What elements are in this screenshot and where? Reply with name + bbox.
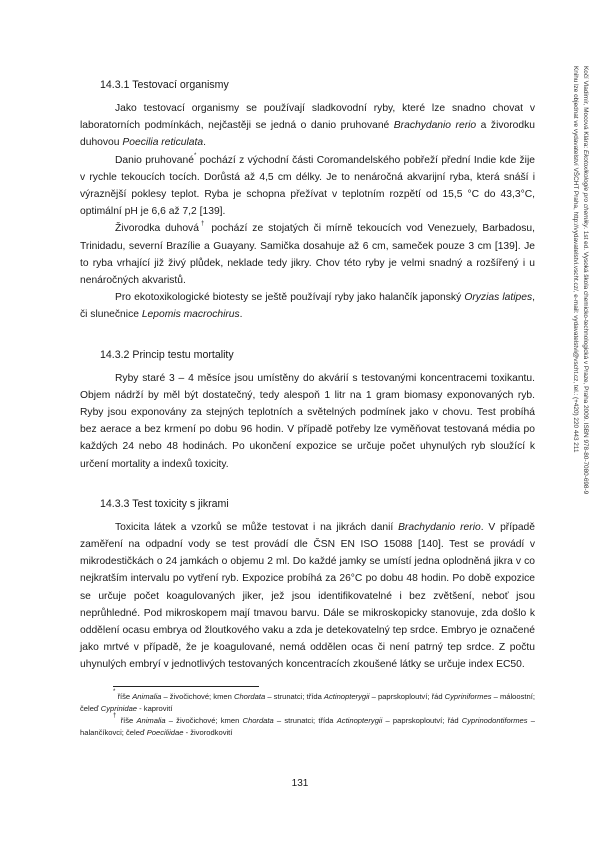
italic-term: Actinopterygii <box>323 692 370 701</box>
italic-term: Chordata <box>242 716 274 725</box>
footnote: * říše Animalia – živočichové; kmen Chordata – strunatci; třída Actinopterygii – paprskoploutví; řád Cypriniformes – máloostní; čeleď Cyprinidae - kaprovití <box>80 689 535 713</box>
italic-term: Chordata <box>233 692 266 701</box>
paragraph: Živorodka duhová† pochází ze stojatých či mírně tekoucích vod Venezuely, Barbadosu, Trinidadu, severní Brazílie a Guayany. Samička dosahuje až 6 cm, sameček pouze 3 cm [139]. Je to ryba vrhající již živý plůdek, neklade tedy jikry. Chov této ryby je velmi snadný a rozšířený i u nenáročných akvaristů. <box>80 221 535 287</box>
italic-term: Actinopterygii <box>336 716 383 725</box>
section-heading: 14.3.3 Test toxicity s jikrami <box>100 497 229 510</box>
italic-term: Animalia <box>132 692 162 701</box>
paragraph: Jako testovací organismy se používají sladkovodní ryby, které lze snadno chovat v laboratorních podmínkách, nejčastěji se jedná o danio pruhované Brachydanio rerio a živorodku duhovou Poecilia reticulata. <box>80 103 535 149</box>
footnote-marker: † <box>198 221 207 228</box>
italic-term: Ekotoxikologie pro chemiky <box>582 149 589 228</box>
italic-term: Cypriniformes <box>444 692 492 701</box>
paragraph: Pro ekotoxikologické biotesty se ještě používají ryby jako halančík japonský Oryzias latipes, či slunečnice Lepomis macrochirus. <box>80 292 535 321</box>
italic-term: Oryzias latipes <box>464 292 533 304</box>
side-note-order-info: Knihu lze objednat ve vydavatelství VŠCHT Praha, http://vydavatelstvi.vscht.cz/, e-mail: vydavatelstvi@vscht.cz, tel.: (+420) 220 443 211 <box>572 66 579 453</box>
italic-term: Cyprinidae <box>100 704 138 713</box>
footnote-marker: * <box>113 689 116 695</box>
page-number: 131 <box>291 778 309 789</box>
paragraph: Toxicita látek a vzorků se může testovat i na jikrách danií Brachydanio rerio. V případě zaměření na odpadní vody se test provádí dle ČSN EN ISO 15088 [140]. Test se provádí v mikrodestičkách o 24 jamkách o objemu 2 ml. Do každé jamky se umístí jedna oplodněná jikra v co nejkratším intervalu po vytření ryb. Expozice probíhá za 26°C po dobu 48 hodin. Po době expozice se určuje počet koagulovaných jiker, jež jsou identifikovatelné i bez zvětšení, neboť jsou neprůhledné. Pod mikroskopem mají tmavou barvu. Dále se mikroskopicky stanovuje, zda došlo k oddělení ocasu embrya od žloutkového vaku a zda je detekovatelný tep srdce. Embryo je označené jako mrtvé v případě, že je koagulované, nemá oddělen ocas či není patrný tep srdce. Z počtu uhynulých embryí v jednotlivých testovaných koncentracích zkoušené látky se určuje index EC50. <box>80 521 536 671</box>
italic-term: Brachydanio rerio <box>393 120 477 132</box>
side-note-citation: Kočí Vladimír, Mocová Klára: Ekotoxikologie pro chemiky. 1st ed. Vysoká škola chemicko-technologická v Praze, Praha 2009. ISBN 978-80-7080-698-9 <box>582 66 589 495</box>
section-heading: 14.3.2 Princip testu mortality <box>100 348 234 361</box>
side-note <box>566 66 590 626</box>
italic-term: Poeciliidae <box>146 728 184 737</box>
footnote-marker: † <box>113 713 118 719</box>
italic-term: Animalia <box>136 716 166 725</box>
footnote: † říše Animalia – živočichové; kmen Chordata – strunatci; třída Actinopterygii – paprskoploutví; řád Cyprinodontiformes – halančíkovci; čeleď Poeciliidae - živorodkovití <box>80 713 535 737</box>
footnote-marker: * <box>193 152 197 159</box>
italic-term: Brachydanio rerio <box>398 521 481 533</box>
section-heading: 14.3.1 Testovací organismy <box>100 79 229 91</box>
italic-term: Poecilia reticulata <box>122 137 204 149</box>
document-body <box>80 78 535 674</box>
paragraph: Ryby staré 3 – 4 měsíce jsou umístěny do akvárií s testovanými koncentracemi toxikantu. Objem nádrží by měl být dostatečný, tedy alespoň 1 litr na 1 gram biomasy exponovaných ryb. Ryby jsou exponovány za stejných teplotních a světelných podmínek jako v chovu. Test probíhá bez aerace a bez krmení po dobu 96 hodin. V případě potřeby lze vyměňovat testovaná média po každých 24 nebo 48 hodinách. Po ukončení expozice se určuje počet uhynulých ryb sloužící k určení mortality a indexů toxicity. <box>80 372 535 470</box>
italic-term: Cyprinodontiformes <box>461 716 528 725</box>
footnotes <box>80 691 535 739</box>
italic-term: Lepomis macrochirus <box>141 309 240 321</box>
paragraph: Danio pruhované* pochází z východní části Coromandelského pobřeží přední Indie kde žije v rychle tekoucích tocích. Dorůstá až 4,5 cm délky. Je to nenáročná akvarijní ryba, která snáší i výraznější poklesy teplot. Ryba je schopna přežívat v teplotním rozpětí od 15,5 °C do 43,3°C, optimální pH je 6,6 až 7,2 [139]. <box>80 152 535 218</box>
footnote-separator <box>113 686 259 687</box>
